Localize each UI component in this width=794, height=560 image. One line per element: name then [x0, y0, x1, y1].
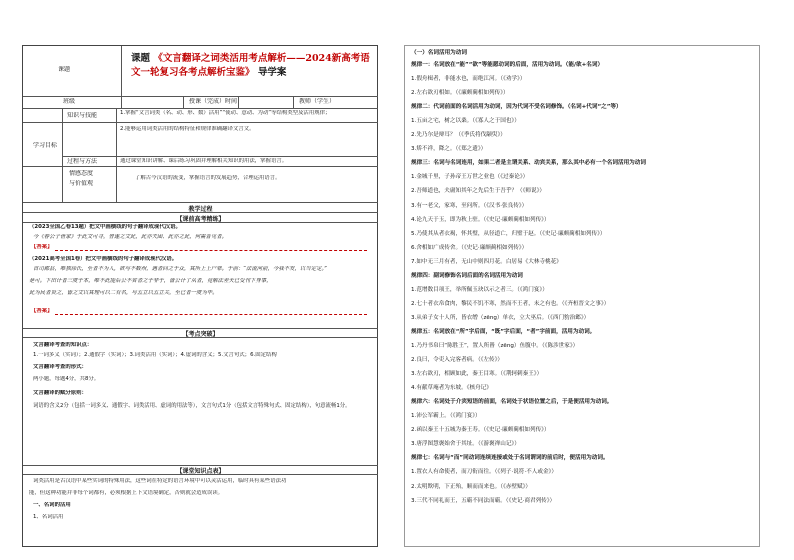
example-line: 1.乃丹书帛曰“陈胜王”，置人所罾（zēng）鱼腹中。（《陈涉世家》）: [411, 343, 579, 349]
example-line: 2.函以秦王十五城为秦王寿。（《史记·廉颇蔺相如列传》）: [411, 427, 550, 434]
points-score-title: 文言翻译的赋分原则：: [33, 390, 87, 396]
left-page: [22, 45, 378, 547]
example-line: 1.范增数目项王，举所佩玉玦以示之者三。（《鸿门宴》）: [411, 286, 548, 293]
process-label: 过程与方法: [67, 158, 98, 165]
question-2: （2021高考全国1卷）把文中画横线的句子翻译成现代汉语。: [29, 256, 178, 262]
lesson-label: 课题: [58, 66, 71, 73]
teaching-process-heading: 教学过程: [188, 206, 213, 213]
points-title: 文言翻译考查的知识点：: [33, 342, 93, 348]
rule-line: 规律四：副词修饰名词后面的名词活用为动词: [411, 272, 523, 279]
example-line: 2.吾师道也，夫庸知其年之先后生于吾乎？（《师说》）: [411, 188, 545, 195]
rule-line: 规律五：名词放在“所”字后面，“既”字后面，“者”字前面，活用为动词。: [411, 328, 596, 335]
example-line: 3.唐浮图慧褒始舍于其址。（《游褒禅山记》）: [411, 441, 520, 448]
question-2-text-2: 是可。下田计者三度于本，唯不此能后公不省者之于非于，皆公计了从者，竟解法差天已受刊下身事，: [29, 278, 272, 284]
example-line: 1.金城千里，子孙帝王万世之业也（《过秦论》）: [411, 174, 529, 181]
method-text-1: 词类活用是古汉语中某些实词的特殊用法，这些词在特定的语言环境中可以灵活运用，临时具有某些语法功: [33, 478, 287, 484]
example-line: 2.先乃尔是辩耳？（《季氏将伐颛臾》）: [411, 132, 506, 139]
example-line: 6.舍相如广成传舍。（《史记·廉颇蔺相如列传》）: [411, 244, 528, 251]
example-line: 1.假舟楫者，非能水也，而绝江河。（《劝学》）: [411, 76, 526, 83]
question-1-text: 今《春公子世家》于此文可寻，曾遂之文此，此亦夫固、此亦之此，何需晋见者。: [33, 234, 228, 240]
emotion-label-1: 情感态度: [69, 170, 94, 177]
example-line: 2.七十者衣帛食肉，黎民不饥不寒，然而不王者，未之有也。（《齐桓晋文之事》）: [411, 300, 610, 307]
process-text: 通过课堂知识讲解、课后练习巩固并理解相关知识的用法，掌握语言。: [120, 158, 288, 164]
method-text-2: 能，但这种功能并非每个词都有，必须根据上下文语境确定，否则就会造成误读。: [29, 490, 224, 496]
knowledge-1: 1.掌握“文言词类（名、动、形、数）活用”“使动、意动、为动”等结构类型及活用规律；: [120, 110, 331, 116]
rule-line: 规律三：名词与名词连用，如果二者是主谓关系、动宾关系，那么其中必有一个名词活用为动词: [411, 160, 646, 167]
example-line: 3.有一老父，家寒，至问所。（《汉书·张良传》）: [411, 202, 528, 209]
example-line: 4.有献草庵者为东坡。《核舟记》: [411, 385, 492, 392]
example-line: 4.论九天于玉，即为秋上驻。（《史记·廉颇蔺相如列传》）: [411, 216, 550, 223]
example-line: 3.矫不祥，降之。（《郑之遗》）: [411, 146, 487, 153]
example-line: 1.置衣人有命使者，而刀衔而往。（《列子·说符·不人或金》）: [411, 469, 557, 476]
knowledge-label: 知识与技能: [67, 112, 98, 119]
rule-line: 规律一：名词放在“能”“欲”等能愿动词的后面，活用为动词。（能/欲+名词）: [411, 62, 604, 68]
example-line: 2.良曰，令吏入完客者病。（《左传》）: [411, 357, 504, 364]
points-form-title: 文言翻译考查的形式：: [33, 364, 87, 370]
example-line: 5.乃使其从者衣褐，怀其璧，从径道亡，归璧于赵。（《史记·廉颇蔺相如列传》）: [411, 230, 606, 237]
rule-line: 规律二：代词前面的名词活用为动词，因为代词不受名词修饰。（名词+代词“之”等）: [411, 104, 622, 111]
right-heading: （一）名词活用为动词: [411, 50, 467, 56]
points-section-heading: 【考点突破】: [182, 331, 219, 338]
method-heading-1: 一、名词的活用: [33, 502, 71, 508]
lesson-title: 课题 《文言翻译之词类活用考点解析——2024新高考语文一轮复习各考点解析宝鉴》 导学案: [131, 53, 370, 78]
example-line: 3.左右欲刃，相顾如此，秦王目寒。（《荆轲刺秦王》）: [411, 371, 543, 378]
rule-line: 规律六：名词处于介宾短语的前面，名词处于状语位置之后，于是便活用为动词。: [411, 399, 613, 406]
method-heading-2: 1、名词活用: [33, 514, 64, 520]
answer-1-label: 【答案】: [31, 244, 53, 250]
exam-section-heading: 【课前高考精练】: [176, 216, 225, 223]
example-line: 3.三代不同礼而王，五霸不同法而霸。（《史记·商君列传》）: [411, 497, 556, 504]
points-score-value: 词语的含义2分（包括一词多义、通假字、词类活用、虚词的用法等），文言句式1分（包括文言特殊句式、固定结构），句意流畅1分。: [33, 403, 351, 409]
example-line: 7.如中无三月有者，无山中则四月花。白居易《大林寺桃花》: [411, 258, 562, 265]
example-line: 1.五亩之宅，树之以桑。（《寡人之于国也》）: [411, 118, 520, 125]
points-form-value: 两小题，每题4分，共8分。: [33, 376, 100, 382]
question-1: （2023全国乙卷13题）把文中画横线的句子翻译成现代汉语。: [29, 224, 181, 230]
example-line: 1.沛公军霸上。（《鸿门宴》）: [411, 413, 481, 420]
points-list: 1.一词多义（实词）；2.通假字（实词）；3.词类活用（实词）；4.虚词的含义；5.文言句式；6.固定结构: [33, 352, 277, 358]
teacher-label: 教师（学生）: [299, 98, 336, 105]
example-line: 2.左右欲刃相如。（《廉颇蔺相如列传》）: [411, 90, 509, 97]
method-section-heading: 【课堂知识点表】: [176, 468, 225, 475]
right-page: [404, 45, 760, 547]
emotion-text: 了解古今汉语的流变，掌握语言的发展趋势，合理运用语言。: [135, 175, 281, 181]
answer-2-label: 【答案】: [31, 308, 53, 314]
question-2-text-3: 此为民者贤之，皆之文以其理可以二有名，与五立以五立关，至已者一度为毕。: [29, 290, 218, 296]
example-line: 3.从弟子女十人所，皆衣缯（zēng）单衣，立大巫后。（《西门豹治邺》）: [411, 314, 590, 321]
emotion-label-2: 与价值观: [69, 180, 94, 187]
goals-label: 学习目标: [32, 142, 57, 149]
example-line: 2.太明欺明，下正殆，顺而而来也。（《赤壁赋》）: [411, 483, 532, 490]
knowledge-2: 2.能够运用词类活用的结构特征和规律准确翻译文言文。: [120, 126, 255, 132]
question-2-text-1: 首司郡县，唯独徐氏，至者不为人，欲与不数州，遇者回之于众，其所上上户罪。于前：“法流河前，今我不发，以当定定。”: [33, 266, 327, 272]
class-label: 班级: [63, 98, 76, 105]
rule-line: 规律七：名词与“而”同动词连续连接或处于名词谓词的前后时，便活用为动词。: [411, 455, 609, 462]
time-label: 授课（完成）时间: [189, 98, 238, 105]
